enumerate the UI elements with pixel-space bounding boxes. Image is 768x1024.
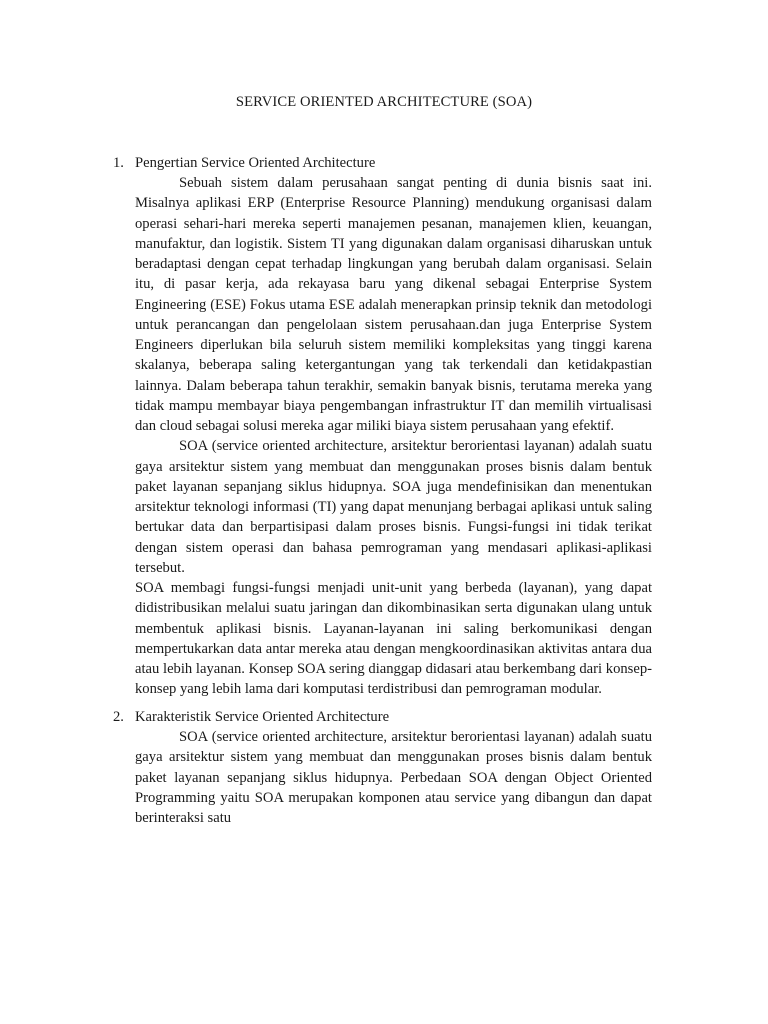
section-heading [0, 153, 768, 173]
section-karakteristik [0, 707, 768, 828]
section-heading-text: Pengertian Service Oriented Architecture [135, 155, 376, 171]
paragraph: SOA (service oriented architecture, arsitektur berorientasi layanan) adalah suatu gaya arsitektur sistem yang membuat dan menggunakan proses bisnis dalam bentuk paket layanan sepanjang siklus hidupnya. SOA juga mendefinisikan dan menentukan arsitektur teknologi informasi (TI) yang dapat menunjang berbagai aplikasi untuk saling bertukar data dan berpartisipasi dalam proses bisnis. Fungsi-fungsi ini tidak terikat dengan sistem operasi dan bahasa pemrograman yang mendasari aplikasi-aplikasi tersebut. [135, 438, 652, 576]
section-number: 2. [113, 709, 124, 725]
document-title: SERVICE ORIENTED ARCHITECTURE (SOA) [235, 94, 533, 110]
section-heading-text: Karakteristik Service Oriented Architecture [135, 709, 390, 725]
paragraph: SOA membagi fungsi-fungsi menjadi unit-unit yang berbeda (layanan), yang dapat didistribusikan melalui suatu jaringan dan dikombinasikan serta digunakan ulang untuk membentuk aplikasi bisnis. Layanan-layanan ini saling berkomunikasi dengan mempertukarkan data antar mereka atau dengan mengkoordinasikan aktivitas antara dua atau lebih layanan. Konsep SOA sering dianggap didasari atau berkembang dari konsep-konsep yang lebih lama dari komputasi terdistribusi dan pemrograman modular. [135, 580, 652, 698]
paragraph: SOA (service oriented architecture, arsitektur berorientasi layanan) adalah suatu gaya arsitektur sistem yang membuat dan menggunakan proses bisnis dalam bentuk paket layanan sepanjang siklus hidupnya. Perbedaan SOA dengan Object Oriented Programming yaitu SOA merupakan komponen atau service yang dibangun dan dapat berinteraksi satu [135, 729, 652, 826]
section-heading [0, 707, 768, 727]
section-pengertian [0, 153, 768, 700]
paragraph: Sebuah sistem dalam perusahaan sangat penting di dunia bisnis saat ini. Misalnya aplikasi ERP (Enterprise Resource Planning) mendukung organisasi dalam operasi sehari-hari mereka seperti manajemen pesanan, manajemen klien, keuangan, manufaktur, dan logistik. Sistem TI yang digunakan dalam organisasi diharuskan untuk beradaptasi dengan cepat terhadap lingkungan yang berubah dalam organisasi. Selain itu, di pasar kerja, ada rekayasa baru yang dikenal sebagai Enterprise System Engineering (ESE) Fokus utama ESE adalah menerapkan prinsip teknik dan metodologi untuk perancangan dan pengelolaan sistem perusahaan.dan juga Enterprise System Engineers diperlukan bila seluruh sistem memiliki kompleksitas yang tinggi karena skalanya, beberapa saling ketergantungan yang tak terkendali dan ketidakpastian lainnya. Dalam beberapa tahun terakhir, semakin banyak bisnis, terutama mereka yang tidak mampu membayar biaya pengembangan infrastruktur IT dan memilih virtualisasi dan cloud sebagai solusi mereka agar miliki biaya sistem perusahaan yang efektif. [135, 175, 652, 434]
section-number: 1. [113, 155, 124, 171]
